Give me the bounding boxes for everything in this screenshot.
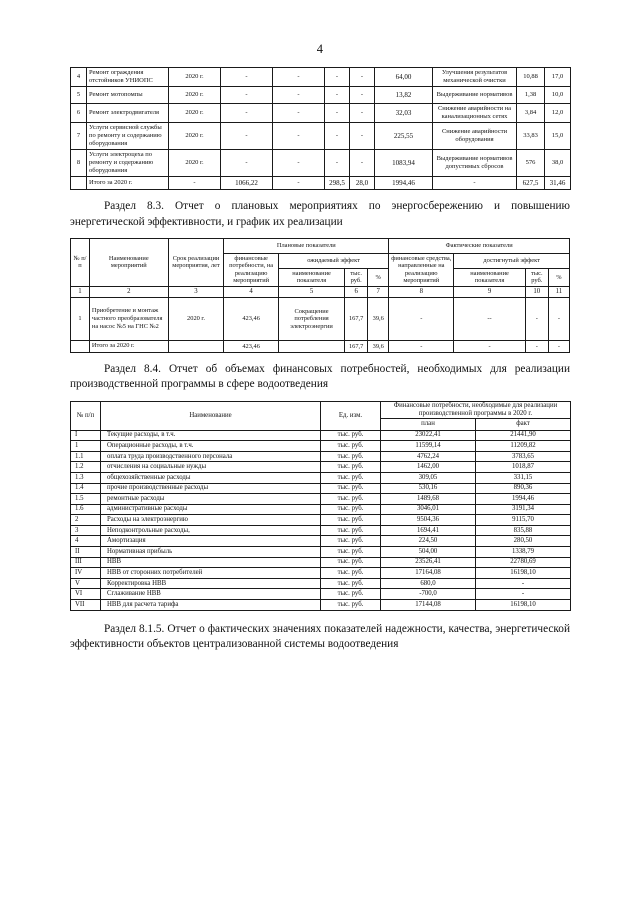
cell-plan: -700,0 — [381, 589, 476, 600]
cell-unit: тыс. руб. — [321, 462, 381, 473]
header-indicator-name-2: наименование показателя — [454, 268, 525, 286]
cell-c7: - — [350, 149, 375, 176]
table-total-row — [71, 177, 571, 190]
cell-c11: - — [548, 341, 569, 353]
cell-no — [71, 341, 90, 353]
section-heading-84 — [70, 362, 570, 393]
cell-c7: - — [350, 87, 375, 104]
table-row — [71, 87, 571, 104]
cell-name: Услуги электроцеха по ремонту и содержанию оборудования — [87, 149, 169, 176]
cell-c4: 423,46 — [224, 298, 279, 341]
cell-c8: 13,82 — [375, 87, 433, 104]
cell-plan: 530,16 — [381, 483, 476, 494]
cell-c5: - — [273, 87, 325, 104]
cell-c10: 576 — [517, 149, 545, 176]
cell-plan: 680,0 — [381, 578, 476, 589]
cell-fact: 22780,69 — [476, 557, 571, 568]
colnum-11: 11 — [548, 287, 569, 298]
cell-c8: 1994,46 — [375, 177, 433, 190]
cell-unit: тыс. руб. — [321, 441, 381, 452]
cell-plan: 11599,14 — [381, 441, 476, 452]
header-indicator-name: наименование показателя — [278, 268, 344, 286]
cell-effect: Выдерживание нормативов — [433, 87, 517, 104]
cell-term: 2020 г. — [169, 122, 221, 149]
cell-term — [168, 341, 224, 353]
cell-c7: - — [350, 104, 375, 122]
table-row — [71, 483, 571, 494]
cell-plan: 4762,24 — [381, 451, 476, 462]
cell-name: НВВ от сторонних потребителей — [101, 568, 321, 579]
cell-c5: Сокращение потребления электроэнергии — [278, 298, 344, 341]
cell-c11: 31,46 — [545, 177, 571, 190]
cell-term: 2020 г. — [169, 68, 221, 87]
cell-fact: 1338,79 — [476, 547, 571, 558]
cell-plan: 3046,01 — [381, 504, 476, 515]
cell-c5: - — [273, 149, 325, 176]
header-percent: % — [368, 268, 389, 286]
colnum-7: 7 — [368, 287, 389, 298]
cell-c8: 225,55 — [375, 122, 433, 149]
section-heading-84-text: Раздел 8.4. Отчет об объемах финансовых потребностей, необходимых для реализации производственной программы в сфере водоотведения — [70, 363, 570, 391]
cell-plan: 1694,41 — [381, 525, 476, 536]
cell-c5: - — [273, 68, 325, 87]
table-financial-needs — [70, 401, 571, 611]
cell-no: IV — [71, 568, 101, 579]
cell-term: 2020 г. — [168, 298, 224, 341]
table-row — [71, 104, 571, 122]
table-row — [71, 494, 571, 505]
cell-c5: - — [273, 104, 325, 122]
cell-unit: тыс. руб. — [321, 451, 381, 462]
table-header-row — [71, 238, 570, 253]
cell-effect: - — [433, 177, 517, 190]
cell-c7: 28,0 — [350, 177, 375, 190]
colnum-10: 10 — [525, 287, 548, 298]
cell-c6: 167,7 — [345, 298, 368, 341]
cell-fact: - — [476, 589, 571, 600]
cell-name: отчисления на социальные нужды — [101, 462, 321, 473]
cell-unit: тыс. руб. — [321, 494, 381, 505]
cell-c6: - — [325, 149, 350, 176]
cell-c11: 12,0 — [545, 104, 571, 122]
header-percent-2: % — [548, 268, 569, 286]
cell-c8: - — [389, 298, 454, 341]
cell-c11: 15,0 — [545, 122, 571, 149]
cell-c4: - — [221, 68, 273, 87]
cell-name: Ремонт электродвигателя — [87, 104, 169, 122]
cell-c8: 1083,94 — [375, 149, 433, 176]
cell-plan: 23022,41 — [381, 430, 476, 441]
cell-plan: 1489,68 — [381, 494, 476, 505]
cell-fact: 16198,10 — [476, 600, 571, 611]
table-row — [71, 525, 571, 536]
table-financial-needs-body — [71, 401, 571, 610]
table-row — [71, 451, 571, 462]
cell-no: 7 — [71, 122, 87, 149]
section-heading-815 — [70, 622, 570, 653]
cell-c9: - — [454, 341, 525, 353]
colnum-9: 9 — [454, 287, 525, 298]
cell-unit: тыс. руб. — [321, 557, 381, 568]
cell-c6: - — [325, 122, 350, 149]
cell-no: 1.2 — [71, 462, 101, 473]
colnum-5: 5 — [278, 287, 344, 298]
table-row — [71, 430, 571, 441]
table-row — [71, 472, 571, 483]
section-heading-815-text: Раздел 8.1.5. Отчет о фактических значениях показателей надежности, качества, энергетической эффективности объектов централизованной системы водоотведения — [70, 622, 570, 650]
cell-name: НВВ — [101, 557, 321, 568]
header-no: № п/п — [71, 401, 101, 430]
header-fin-needs-group: Финансовые потребности, необходимые для реализации производственной программы в 2020 г. — [381, 401, 571, 418]
cell-fact: 21441,90 — [476, 430, 571, 441]
cell-fact: 16198,10 — [476, 568, 571, 579]
header-name: Наименование — [101, 401, 321, 430]
cell-no: V — [71, 578, 101, 589]
cell-term: 2020 г. — [169, 149, 221, 176]
cell-no: III — [71, 557, 101, 568]
cell-unit: тыс. руб. — [321, 525, 381, 536]
cell-no: II — [71, 547, 101, 558]
cell-c5: - — [273, 177, 325, 190]
section-heading-83-text: Раздел 8.3. Отчет о плановых мероприятиях по энергосбережению и повышению энергетической эффективности, и график их реализации — [70, 200, 570, 228]
cell-c11: 38,0 — [545, 149, 571, 176]
table-row — [71, 504, 571, 515]
cell-c7: 39,6 — [368, 341, 389, 353]
cell-c7: - — [350, 68, 375, 87]
cell-no: 5 — [71, 87, 87, 104]
cell-c5: - — [273, 122, 325, 149]
cell-fact: 835,88 — [476, 525, 571, 536]
header-achieved-effect: достигнутый эффект — [454, 253, 570, 268]
cell-fact: 11209,82 — [476, 441, 571, 452]
cell-c7: - — [350, 122, 375, 149]
header-thousand-rub: тыс. руб. — [345, 268, 368, 286]
cell-c9: -- — [454, 298, 525, 341]
header-fin-need: финансовые потребности, на реализацию мероприятий — [224, 253, 279, 286]
colnum-6: 6 — [345, 287, 368, 298]
table-row — [71, 600, 571, 611]
cell-no: 6 — [71, 104, 87, 122]
cell-unit: тыс. руб. — [321, 515, 381, 526]
page-number: 4 — [316, 42, 324, 56]
cell-effect: Снижение аварийности оборудования — [433, 122, 517, 149]
table-row — [71, 536, 571, 547]
colnum-3: 3 — [168, 287, 224, 298]
cell-no: 4 — [71, 68, 87, 87]
cell-name: оплата труда производственного персонала — [101, 451, 321, 462]
cell-unit: тыс. руб. — [321, 589, 381, 600]
cell-name: Сглаживание НВВ — [101, 589, 321, 600]
cell-plan: 224,50 — [381, 536, 476, 547]
cell-c6: - — [325, 68, 350, 87]
cell-no: 3 — [71, 525, 101, 536]
header-term: Срок реализации мероприятия, лет — [168, 238, 224, 286]
header-thousand-rub-2: тыс. руб. — [525, 268, 548, 286]
cell-name: Нормативная прибыль — [101, 547, 321, 558]
cell-c10: 10,88 — [517, 68, 545, 87]
cell-no: 1.1 — [71, 451, 101, 462]
cell-term: 2020 г. — [169, 87, 221, 104]
cell-c6: 167,7 — [345, 341, 368, 353]
table-total-row — [71, 341, 570, 353]
cell-name: Приобретение и монтаж частного преобразователя на насос №5 на ГНС №2 — [89, 298, 168, 341]
table-row — [71, 122, 571, 149]
cell-plan: 17164,08 — [381, 568, 476, 579]
cell-name: НВВ для расчета тарифа — [101, 600, 321, 611]
table-measures-body — [71, 68, 571, 190]
header-plan: план — [381, 418, 476, 430]
cell-unit: тыс. руб. — [321, 568, 381, 579]
table-header-row — [71, 401, 571, 418]
cell-unit: тыс. руб. — [321, 536, 381, 547]
cell-name: Услуги сервисной службы по ремонту и содержанию оборудования — [87, 122, 169, 149]
cell-no: VII — [71, 600, 101, 611]
cell-no: 1.6 — [71, 504, 101, 515]
header-unit: Ед. изм. — [321, 401, 381, 430]
cell-name: Итого за 2020 г. — [89, 341, 168, 353]
cell-unit: тыс. руб. — [321, 547, 381, 558]
colnum-1: 1 — [71, 287, 90, 298]
cell-c4: 1066,22 — [221, 177, 273, 190]
table-measures-continued — [70, 67, 571, 190]
cell-term: 2020 г. — [169, 104, 221, 122]
cell-c6: 298,5 — [325, 177, 350, 190]
cell-c8: - — [389, 341, 454, 353]
table-row — [71, 557, 571, 568]
cell-c6: - — [325, 104, 350, 122]
cell-c7: 39,6 — [368, 298, 389, 341]
cell-c10: - — [525, 341, 548, 353]
cell-unit: тыс. руб. — [321, 430, 381, 441]
cell-no: 4 — [71, 536, 101, 547]
cell-no: 1.4 — [71, 483, 101, 494]
cell-no: I — [71, 430, 101, 441]
cell-plan: 1462,00 — [381, 462, 476, 473]
colnum-2: 2 — [89, 287, 168, 298]
cell-name: Неподконтрольные расходы, — [101, 525, 321, 536]
cell-c4: - — [221, 104, 273, 122]
table-row — [71, 515, 571, 526]
cell-effect: Улучшения результатов механической очистки — [433, 68, 517, 87]
table-row — [71, 441, 571, 452]
cell-unit: тыс. руб. — [321, 472, 381, 483]
cell-effect: Выдерживание нормативов допустимых сбросов — [433, 149, 517, 176]
cell-fact: 280,50 — [476, 536, 571, 547]
cell-fact: 9115,70 — [476, 515, 571, 526]
cell-plan: 504,00 — [381, 547, 476, 558]
cell-unit: тыс. руб. — [321, 504, 381, 515]
cell-c10: 3,84 — [517, 104, 545, 122]
table-row — [71, 68, 571, 87]
cell-c4: - — [221, 87, 273, 104]
cell-name: Корректировка НВВ — [101, 578, 321, 589]
cell-c11: - — [548, 298, 569, 341]
cell-c4: - — [221, 122, 273, 149]
colnum-8: 8 — [389, 287, 454, 298]
cell-c10: 33,83 — [517, 122, 545, 149]
header-expected-effect: ожидаемый эффект — [278, 253, 388, 268]
cell-name: Ремонт мотопомпы — [87, 87, 169, 104]
cell-fact: 890,36 — [476, 483, 571, 494]
cell-fact: 3783,65 — [476, 451, 571, 462]
cell-name: Операционные расходы, в т.ч. — [101, 441, 321, 452]
cell-no: 8 — [71, 149, 87, 176]
table-column-numbers-row — [71, 287, 570, 298]
cell-no: 2 — [71, 515, 101, 526]
cell-name: прочие производственные расходы — [101, 483, 321, 494]
table-energy-saving — [70, 238, 570, 353]
table-row — [71, 589, 571, 600]
cell-no: 1 — [71, 441, 101, 452]
cell-c8: 64,00 — [375, 68, 433, 87]
cell-c11: 17,0 — [545, 68, 571, 87]
section-heading-83 — [70, 199, 570, 230]
cell-name: Ремонт ограждения отстойников УНИОПС — [87, 68, 169, 87]
cell-unit: тыс. руб. — [321, 483, 381, 494]
cell-fact: - — [476, 578, 571, 589]
header-planned-group: Плановые показатели — [224, 238, 389, 253]
header-fin-means: финансовые средства, направленные на реализацию мероприятий — [389, 253, 454, 286]
table-row — [71, 568, 571, 579]
cell-name: ремонтные расходы — [101, 494, 321, 505]
cell-c11: 10,0 — [545, 87, 571, 104]
cell-name: Текущие расходы, в т.ч. — [101, 430, 321, 441]
table-row — [71, 547, 571, 558]
cell-unit: тыс. руб. — [321, 600, 381, 611]
cell-no: 1 — [71, 298, 90, 341]
header-name: Наименование мероприятий — [89, 238, 168, 286]
table-row — [71, 298, 570, 341]
table-row — [71, 149, 571, 176]
cell-c10: 1,38 — [517, 87, 545, 104]
cell-c10: - — [525, 298, 548, 341]
cell-unit: тыс. руб. — [321, 578, 381, 589]
cell-plan: 309,05 — [381, 472, 476, 483]
table-row — [71, 578, 571, 589]
table-row — [71, 462, 571, 473]
cell-no: 1.3 — [71, 472, 101, 483]
cell-name: общехозяйственные расходы — [101, 472, 321, 483]
cell-name: административные расходы — [101, 504, 321, 515]
cell-c8: 32,03 — [375, 104, 433, 122]
cell-no: 1.5 — [71, 494, 101, 505]
cell-c10: 627,5 — [517, 177, 545, 190]
cell-plan: 23526,41 — [381, 557, 476, 568]
cell-effect: Снижение аварийности на канализационных сетях — [433, 104, 517, 122]
cell-fact: 331,15 — [476, 472, 571, 483]
cell-fact: 3191,34 — [476, 504, 571, 515]
cell-c6: - — [325, 87, 350, 104]
cell-name: Расходы на электроэнергию — [101, 515, 321, 526]
cell-plan: 9504,36 — [381, 515, 476, 526]
header-no: № п/п — [71, 238, 90, 286]
header-actual-group: Фактические показатели — [389, 238, 570, 253]
colnum-4: 4 — [224, 287, 279, 298]
cell-c4: - — [221, 149, 273, 176]
cell-c5 — [278, 341, 344, 353]
table-energy-saving-body — [71, 238, 570, 352]
cell-c4: 423,46 — [224, 341, 279, 353]
cell-name: Амортизация — [101, 536, 321, 547]
cell-name: Итого за 2020 г. — [87, 177, 169, 190]
header-fact: факт — [476, 418, 571, 430]
cell-no — [71, 177, 87, 190]
cell-plan: 17144,08 — [381, 600, 476, 611]
cell-fact: 1018,87 — [476, 462, 571, 473]
cell-fact: 1994,46 — [476, 494, 571, 505]
cell-no: VI — [71, 589, 101, 600]
cell-term: - — [169, 177, 221, 190]
